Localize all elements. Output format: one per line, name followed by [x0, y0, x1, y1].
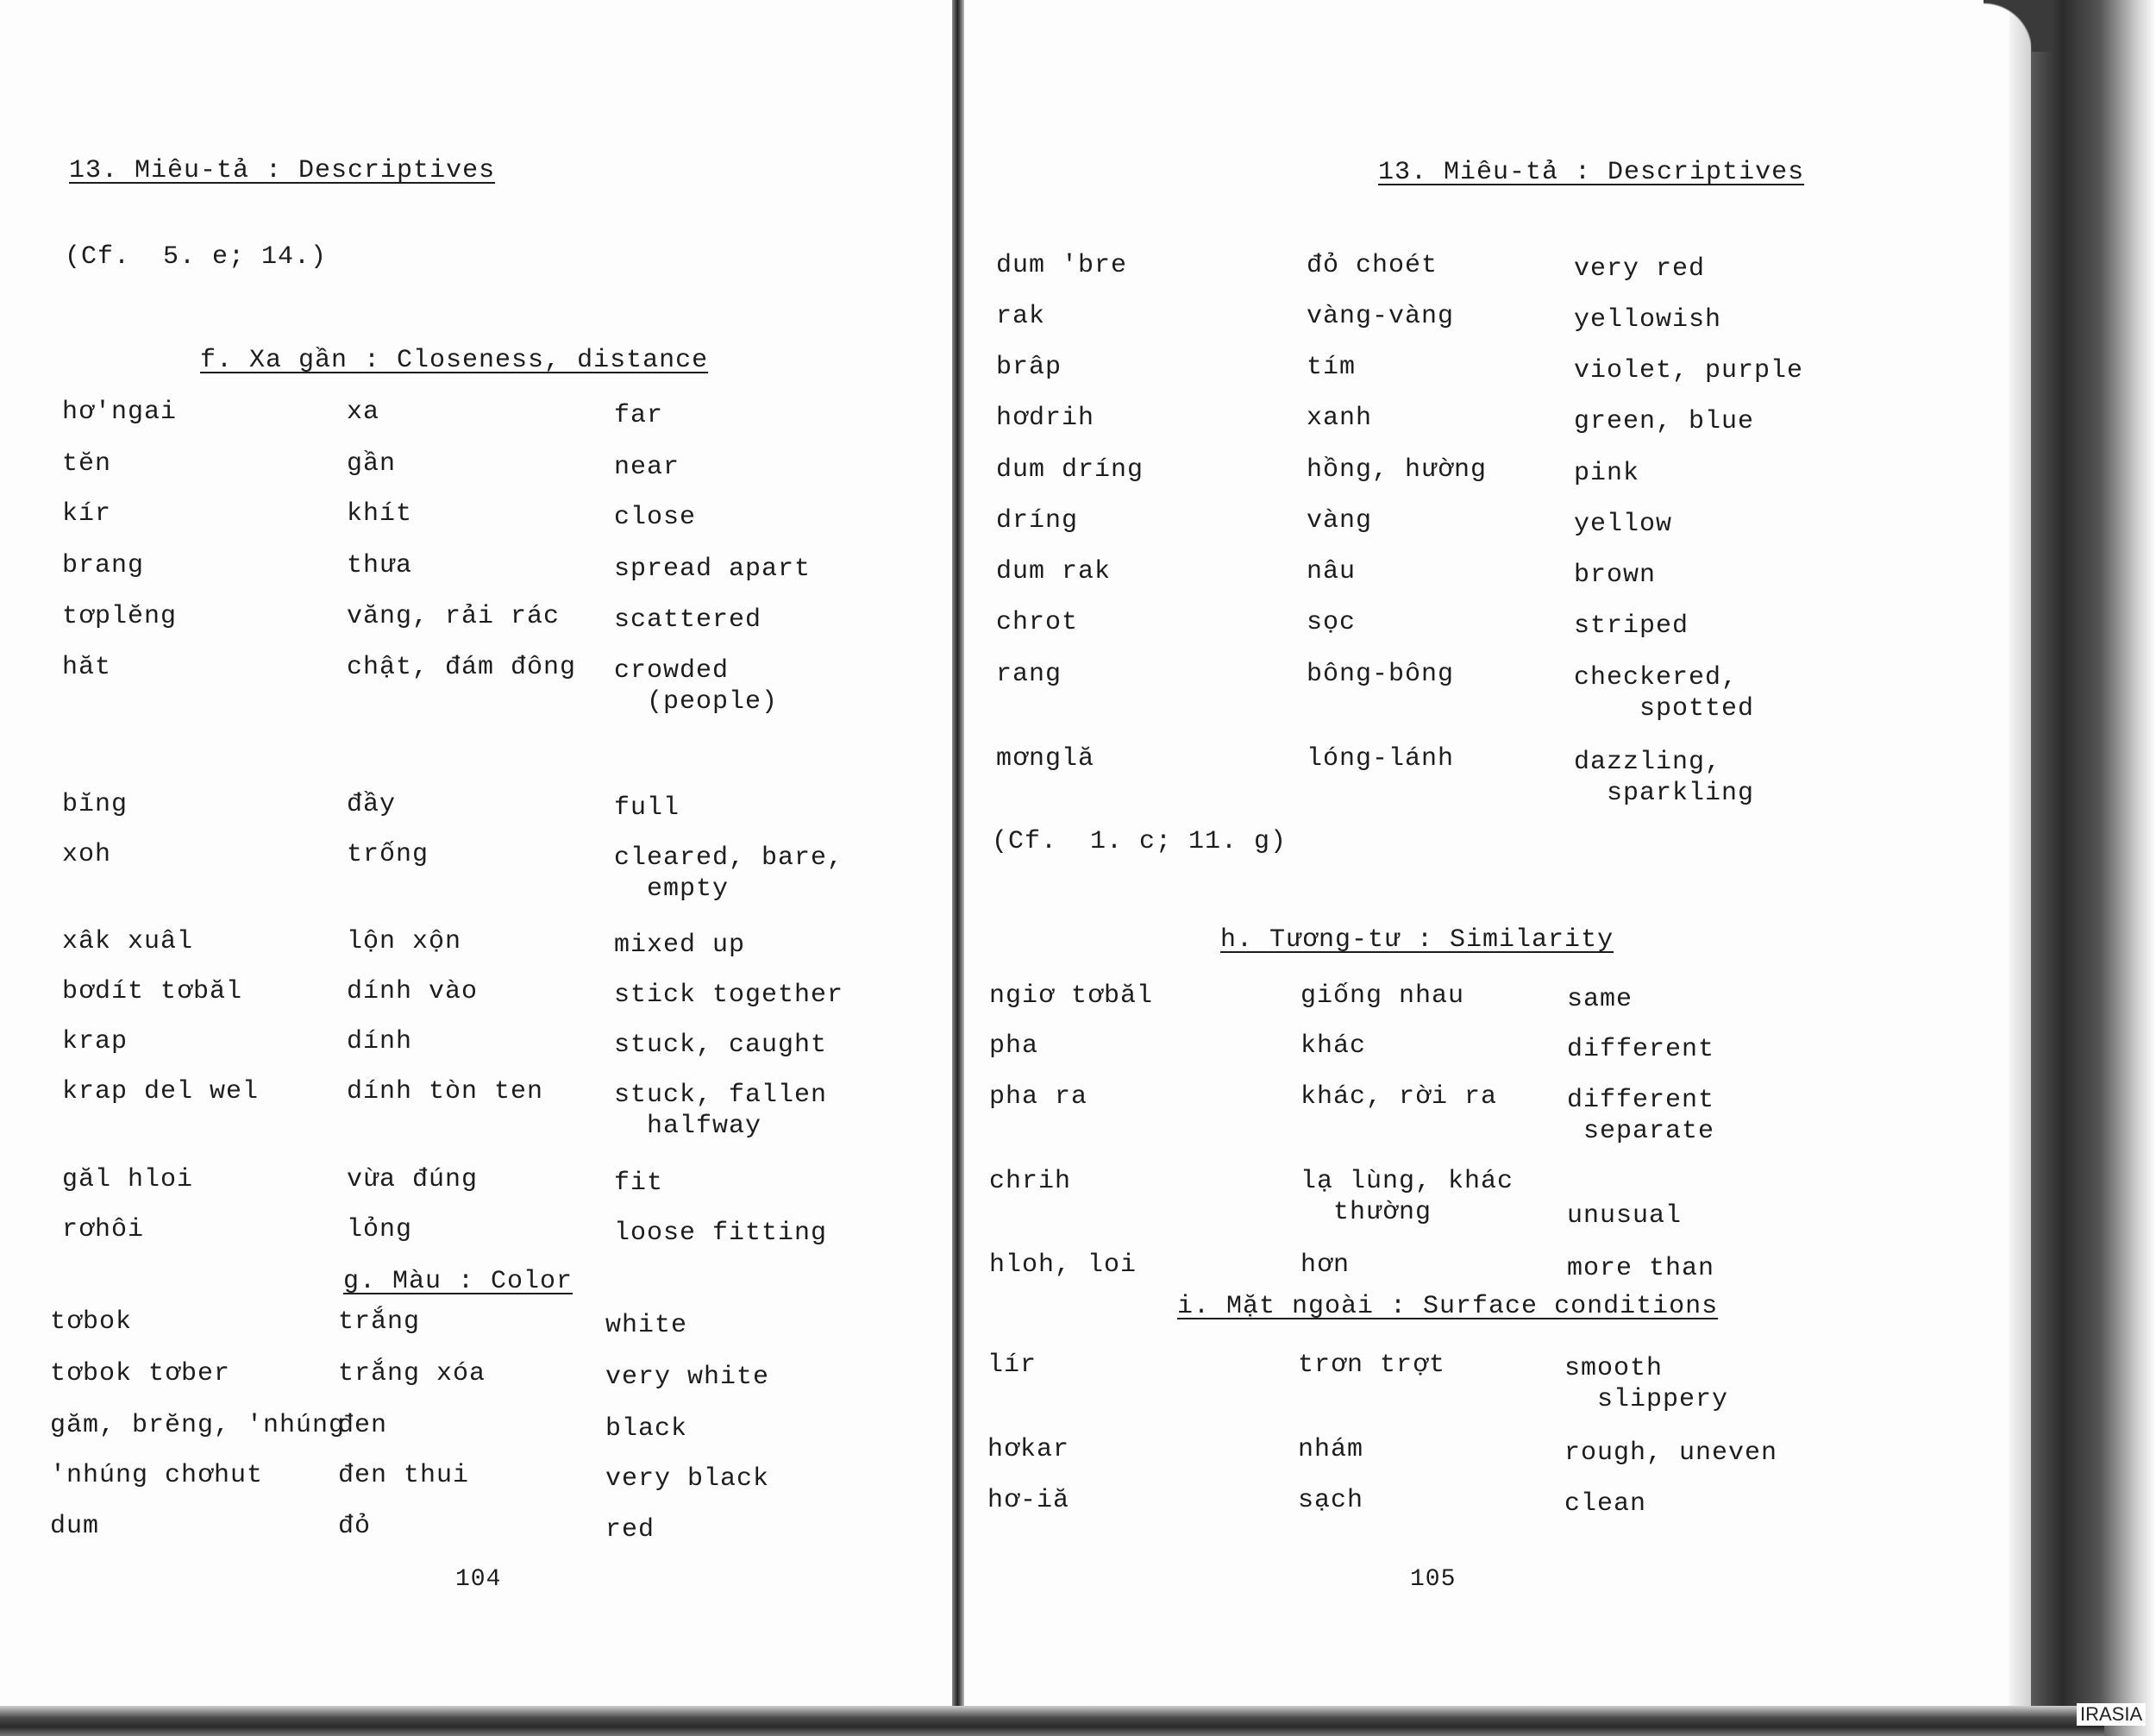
right-page-number: 105	[1410, 1566, 1457, 1593]
vietnamese-word: khít	[347, 499, 413, 529]
book-cover-edge	[2031, 0, 2156, 1736]
english-gloss: loose fitting	[614, 1219, 828, 1248]
bahnar-word: tơbok	[50, 1307, 133, 1337]
english-gloss: scattered	[614, 605, 762, 635]
bahnar-word: hăt	[62, 653, 112, 682]
english-gloss: red	[605, 1515, 655, 1545]
vietnamese-word: trống	[347, 840, 429, 869]
english-gloss: very black	[605, 1464, 770, 1494]
vietnamese-word: thưa	[347, 551, 413, 580]
english-gloss: white	[605, 1311, 688, 1340]
english-gloss: clean	[1564, 1489, 1647, 1519]
vietnamese-word: dính vào	[347, 977, 479, 1006]
bahnar-word: xâk xuâl	[62, 927, 194, 956]
english-gloss: cleared, bare, empty	[614, 843, 844, 904]
book-bottom-edge	[0, 1706, 2104, 1736]
vietnamese-word: đen	[338, 1411, 388, 1440]
bahnar-word: kír	[62, 499, 112, 529]
vietnamese-word: đen thui	[338, 1461, 470, 1490]
book-spine	[952, 0, 964, 1716]
english-gloss: very red	[1574, 254, 1706, 284]
section-i-heading: i. Mặt ngoài : Surface conditions	[1177, 1292, 1719, 1321]
bahnar-word: pha	[989, 1031, 1039, 1061]
left-page-header: 13. Miêu-tả : Descriptives	[69, 156, 496, 185]
vietnamese-word: bông-bông	[1307, 660, 1455, 689]
english-gloss: rough, uneven	[1564, 1438, 1778, 1468]
bahnar-word: hơ'ngai	[62, 398, 178, 427]
vietnamese-word: xa	[347, 398, 380, 427]
section-h-heading: h. Tương-tư : Similarity	[1220, 925, 1614, 955]
english-gloss: smooth slippery	[1564, 1354, 1729, 1414]
bahnar-word: lír	[987, 1351, 1037, 1380]
vietnamese-word: khác, rời ra	[1300, 1082, 1498, 1112]
vietnamese-word: đỏ	[338, 1512, 372, 1541]
bahnar-word: tơbok tơber	[50, 1359, 231, 1388]
english-gloss: different	[1567, 1035, 1715, 1064]
english-gloss: near	[614, 453, 680, 482]
bahnar-word: găl hloi	[62, 1165, 194, 1194]
bahnar-word: rang	[996, 660, 1062, 689]
vietnamese-word: vàng-vàng	[1307, 302, 1455, 331]
vietnamese-word: tím	[1307, 353, 1357, 382]
vietnamese-word: lỏng	[347, 1215, 413, 1244]
vietnamese-word: hồng, hường	[1307, 455, 1488, 485]
english-gloss: fit	[614, 1169, 664, 1198]
vietnamese-word: hơn	[1300, 1250, 1351, 1280]
english-gloss: spread apart	[614, 555, 812, 584]
bahnar-word: hơ-iă	[987, 1486, 1070, 1515]
bahnar-word: pha ra	[989, 1082, 1088, 1112]
bahnar-word: dum	[50, 1512, 100, 1541]
left-cross-reference: (Cf. 5. e; 14.)	[65, 242, 328, 272]
bahnar-word: rak	[996, 302, 1046, 331]
bahnar-word: krap del wel	[62, 1077, 260, 1106]
section-f-heading: f. Xa gần : Closeness, distance	[200, 346, 709, 375]
bahnar-word: hơkar	[987, 1435, 1070, 1464]
english-gloss: pink	[1574, 459, 1640, 488]
english-gloss: checkered, spotted	[1574, 663, 1755, 724]
vietnamese-word: văng, rải rác	[347, 602, 561, 631]
bahnar-word: bơdít tơbăl	[62, 977, 243, 1006]
bahnar-word: hloh, loi	[989, 1250, 1138, 1280]
english-gloss: very white	[605, 1363, 770, 1392]
bahnar-word: hơdrih	[996, 404, 1095, 433]
vietnamese-word: trơn trợt	[1298, 1351, 1446, 1380]
bahnar-word: găm, brĕng, 'nhúng	[50, 1411, 346, 1440]
vietnamese-word: dính tòn ten	[347, 1077, 544, 1106]
english-gloss: stick together	[614, 981, 844, 1010]
vietnamese-word: đầy	[347, 790, 397, 819]
bahnar-word: tơplĕng	[62, 602, 178, 631]
vietnamese-word: nâu	[1307, 557, 1357, 586]
english-gloss: brown	[1574, 561, 1657, 590]
english-gloss: striped	[1574, 611, 1689, 641]
english-gloss: yellow	[1574, 510, 1673, 539]
english-gloss: mixed up	[614, 931, 746, 960]
vietnamese-word: dính	[347, 1027, 413, 1056]
vietnamese-word: gần	[347, 449, 397, 479]
bahnar-word: dum 'bre	[996, 251, 1128, 280]
vietnamese-word: vàng	[1307, 506, 1373, 536]
english-gloss: dazzling, sparkling	[1574, 748, 1755, 808]
bahnar-word: brâp	[996, 353, 1062, 382]
cover-corner	[1984, 0, 2053, 52]
english-gloss: different separate	[1567, 1086, 1715, 1146]
bahnar-word: dríng	[996, 506, 1079, 536]
english-gloss: close	[614, 503, 697, 532]
vietnamese-word: chật, đám đông	[347, 653, 577, 682]
english-gloss: violet, purple	[1574, 356, 1804, 385]
bahnar-word: xoh	[62, 840, 112, 869]
english-gloss: stuck, fallen halfway	[614, 1081, 828, 1141]
vietnamese-word: đỏ choét	[1307, 251, 1438, 280]
bahnar-word: bĭng	[62, 790, 128, 819]
bahnar-word: chrot	[996, 608, 1079, 637]
right-page-header: 13. Miêu-tả : Descriptives	[1378, 158, 1805, 187]
bahnar-word: dum rak	[996, 557, 1112, 586]
vietnamese-word: lộn xộn	[347, 927, 462, 956]
english-gloss: far	[614, 401, 664, 430]
english-gloss: green, blue	[1574, 407, 1755, 436]
bahnar-word: krap	[62, 1027, 128, 1056]
section-g-heading: g. Màu : Color	[343, 1267, 573, 1296]
english-gloss: full	[614, 793, 680, 823]
bahnar-word: ngiơ tơbăl	[989, 981, 1154, 1011]
english-gloss: black	[605, 1414, 688, 1444]
bahnar-word: 'nhúng chơhut	[50, 1461, 264, 1490]
english-gloss: unusual	[1567, 1201, 1683, 1231]
bahnar-word: tĕn	[62, 449, 112, 479]
english-gloss: stuck, caught	[614, 1031, 828, 1060]
vietnamese-word: trắng xóa	[338, 1359, 486, 1388]
vietnamese-word: nhám	[1298, 1435, 1364, 1464]
vietnamese-word: trắng	[338, 1307, 421, 1337]
bahnar-word: rơhôi	[62, 1215, 145, 1244]
vietnamese-word: lóng-lánh	[1307, 744, 1455, 774]
bahnar-word: chrih	[989, 1167, 1072, 1196]
english-gloss: crowded (people)	[614, 656, 779, 717]
vietnamese-word: xanh	[1307, 404, 1373, 433]
right-cross-reference: (Cf. 1. c; 11. g)	[992, 827, 1288, 856]
bahnar-word: dum dríng	[996, 455, 1144, 485]
bahnar-word: mơnglă	[996, 744, 1095, 774]
english-gloss: more than	[1567, 1254, 1715, 1283]
vietnamese-word: sọc	[1307, 608, 1357, 637]
vietnamese-word: vừa đúng	[347, 1165, 479, 1194]
vietnamese-word: giống nhau	[1300, 981, 1465, 1011]
english-gloss: same	[1567, 985, 1633, 1014]
bahnar-word: brang	[62, 551, 145, 580]
english-gloss: yellowish	[1574, 305, 1722, 335]
watermark: IRASIA	[2077, 1703, 2146, 1726]
vietnamese-word: khác	[1300, 1031, 1367, 1061]
vietnamese-word: sạch	[1298, 1486, 1364, 1515]
left-page-number: 104	[455, 1566, 502, 1593]
vietnamese-word: lạ lùng, khác thường	[1300, 1167, 1514, 1227]
